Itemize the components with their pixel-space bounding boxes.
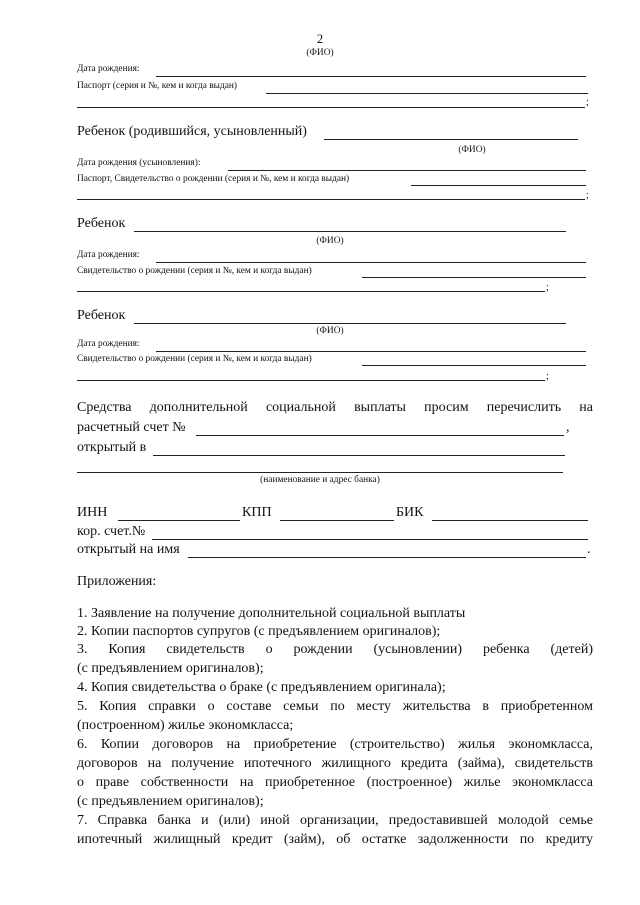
kor-account-label: кор. счет.№ bbox=[77, 524, 146, 539]
bank-field-line2[interactable] bbox=[77, 472, 563, 473]
child1-birth-label: Дата рождения (усыновления): bbox=[77, 158, 201, 168]
attachment-item-4: 4. Копия свидетельства о браке (с предъявлением оригинала); bbox=[77, 680, 446, 695]
account-label: расчетный счет № bbox=[77, 420, 186, 435]
child1-fio-caption: (ФИО) bbox=[458, 145, 486, 155]
child3-title: Ребенок bbox=[77, 308, 126, 323]
attachment-item-6-cont1: договоров на получение ипотечного жилищного кредита (займа), свидетельств bbox=[77, 756, 593, 771]
child3-doc-field[interactable] bbox=[362, 365, 586, 366]
child3-doc-field-line2[interactable] bbox=[77, 380, 545, 381]
inn-label: ИНН bbox=[77, 505, 108, 520]
passport-label: Паспорт (серия и №, кем и когда выдан) bbox=[77, 81, 238, 91]
attachment-item-5-cont: (построенном) жилье экономкласса; bbox=[77, 718, 294, 733]
bik-label: БИК bbox=[396, 505, 424, 520]
child3-name-field[interactable] bbox=[134, 323, 566, 324]
child2-doc-label: Свидетельство о рождении (серия и №, кем и когда выдан) bbox=[77, 266, 312, 276]
child2-birth-label: Дата рождения: bbox=[77, 250, 140, 260]
bik-field[interactable] bbox=[432, 520, 588, 521]
account-holder-field[interactable] bbox=[188, 557, 586, 558]
child3-birth-field[interactable] bbox=[156, 351, 586, 352]
child3-fio-caption: (ФИО) bbox=[316, 326, 344, 336]
child2-name-field[interactable] bbox=[134, 231, 566, 232]
kor-account-field[interactable] bbox=[152, 539, 588, 540]
attachment-item-7-cont: ипотечный жилищный кредит (займ), об остатке задолженности по кредиту bbox=[77, 832, 593, 847]
kpp-label: КПП bbox=[242, 505, 272, 520]
child1-doc-field[interactable] bbox=[411, 185, 586, 186]
child1-name-field[interactable] bbox=[324, 139, 578, 140]
attachment-item-7: 7. Справка банка и (или) иной организации, предоставившей молодой семье bbox=[77, 813, 593, 828]
kpp-field[interactable] bbox=[280, 520, 394, 521]
opened-name-label: открытый на имя bbox=[77, 542, 180, 557]
child3-birth-label: Дата рождения: bbox=[77, 339, 140, 349]
child2-doc-field-line2[interactable] bbox=[77, 291, 545, 292]
attachment-item-2: 2. Копии паспортов супругов (с предъявлением оригиналов); bbox=[77, 624, 441, 639]
attachment-item-3: 3. Копия свидетельств о рождении (усыновлении) ребенка (детей) bbox=[77, 642, 593, 657]
child1-doc-field-line2[interactable] bbox=[77, 199, 585, 200]
semicolon: ; bbox=[586, 97, 589, 108]
passport-field[interactable] bbox=[266, 93, 588, 94]
final-period: . bbox=[587, 542, 591, 557]
attachment-item-5: 5. Копия справки о составе семьи по месту жительства в приобретенном bbox=[77, 699, 593, 714]
birth-date-label: Дата рождения: bbox=[77, 64, 140, 74]
attachment-item-6-cont2: о праве собственности на приобретенное (построенное) жилье экономкласса bbox=[77, 775, 593, 790]
child1-doc-label: Паспорт, Свидетельство о рождении (серия и №, кем и когда выдан) bbox=[77, 174, 350, 184]
account-field[interactable] bbox=[196, 435, 564, 436]
child2-birth-field[interactable] bbox=[156, 262, 586, 263]
bank-field[interactable] bbox=[153, 455, 565, 456]
passport-field-line2[interactable] bbox=[77, 107, 585, 108]
account-comma: , bbox=[566, 420, 570, 435]
attachments-heading: Приложения: bbox=[77, 574, 157, 589]
attachment-item-6-cont3: (с предъявлением оригиналов); bbox=[77, 794, 264, 809]
attachment-item-6: 6. Копии договоров на приобретение (строительство) жилья экономкласса, bbox=[77, 737, 593, 752]
semicolon: ; bbox=[586, 190, 589, 201]
birth-date-field[interactable] bbox=[156, 76, 586, 77]
opened-label: открытый в bbox=[77, 440, 147, 455]
fio-caption: (ФИО) bbox=[306, 48, 334, 58]
semicolon: ; bbox=[546, 282, 549, 293]
child1-birth-field[interactable] bbox=[228, 170, 586, 171]
semicolon: ; bbox=[546, 371, 549, 382]
payment-text: Средства дополнительной социальной выплаты просим перечислить на bbox=[77, 400, 593, 415]
inn-field[interactable] bbox=[118, 520, 240, 521]
child1-title: Ребенок (родившийся, усыновленный) bbox=[77, 124, 307, 139]
attachment-item-3-cont: (с предъявлением оригиналов); bbox=[77, 661, 264, 676]
bank-caption: (наименование и адрес банка) bbox=[260, 475, 380, 485]
child3-doc-label: Свидетельство о рождении (серия и №, кем и когда выдан) bbox=[77, 354, 312, 364]
attachment-item-1: 1. Заявление на получение дополнительной социальной выплаты bbox=[77, 606, 466, 621]
child2-title: Ребенок bbox=[77, 216, 126, 231]
child2-fio-caption: (ФИО) bbox=[316, 236, 344, 246]
page-number: 2 bbox=[316, 32, 324, 46]
child2-doc-field[interactable] bbox=[362, 277, 586, 278]
